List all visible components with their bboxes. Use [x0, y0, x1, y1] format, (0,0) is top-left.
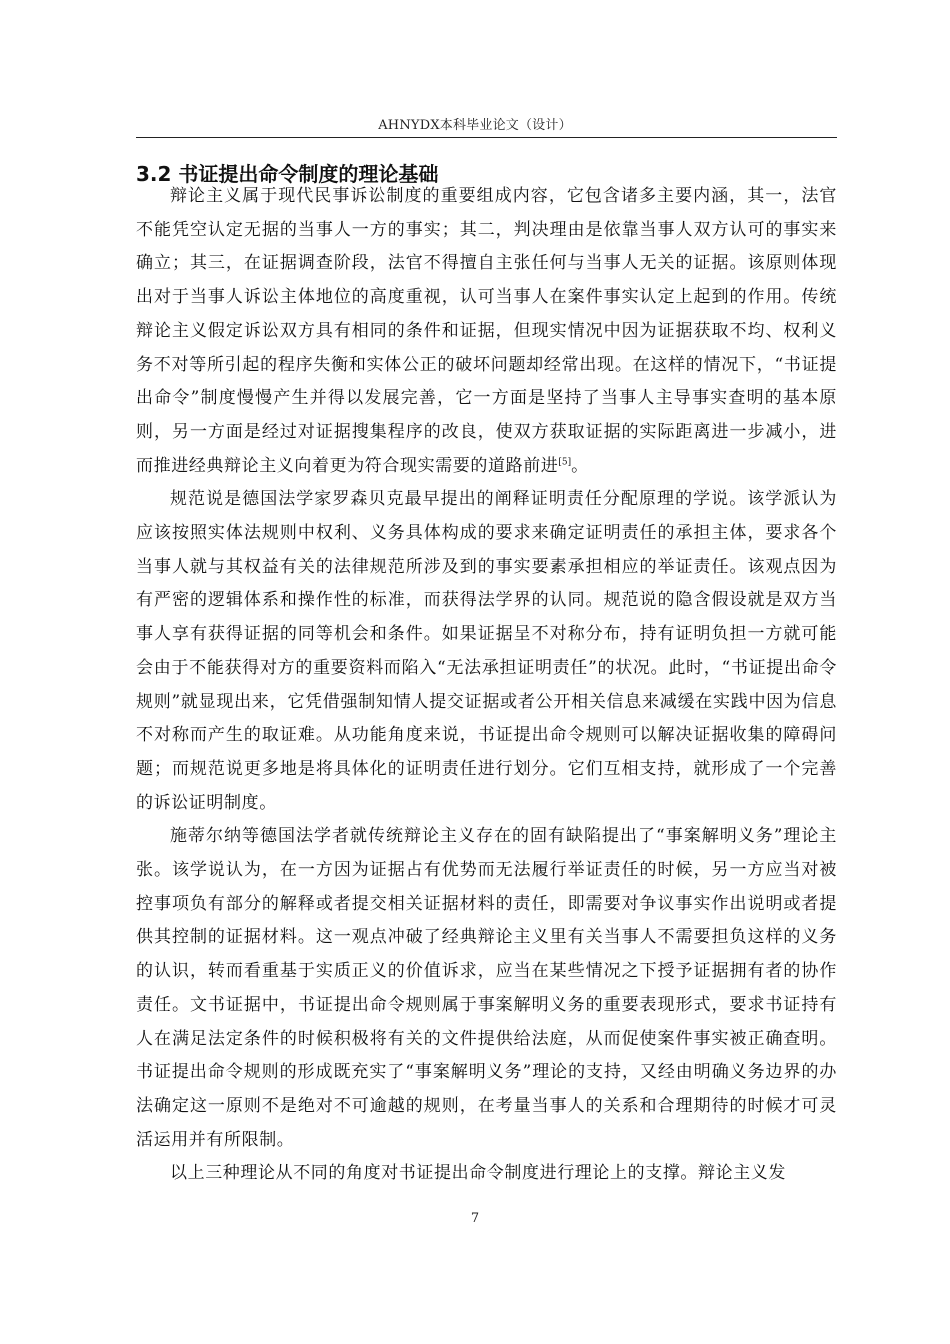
- section-title: 3.2 书证提出命令制度的理论基础: [136, 161, 439, 186]
- paragraph-summary: 以上三种理论从不同的角度对书证提出命令制度进行理论上的支撑。辩论主义发: [170, 1163, 786, 1184]
- page-header: AHNYDX本科毕业论文（设计）: [378, 118, 572, 133]
- header-divider: [136, 137, 837, 138]
- citation-marker: [5]: [558, 456, 572, 467]
- page-number: 7: [470, 1211, 480, 1226]
- paragraph-text: 辩论主义属于现代民事诉讼制度的重要组成内容，它包含诸多主要内涵，其一，法官不能凭空认定无据的当事人一方的事实；其二，判决理由是依靠当事人双方认可的事实来确立；其三，在证据调查阶段，法官不得擅自主张任何与当事人无关的证据。该原则体现出对于当事人诉讼主体地位的高度重视，认可当事人在案件事实认定上起到的作用。传统辩论主义假定诉讼双方具有相同的条件和证据，但现实情况中因为证据获取不均、权利义务不对等所引起的程序失衡和实体公正的破坏问题却经常出现。在这样的情况下，“书证提出命令”制度慢慢产生并得以发展完善，它一方面是坚持了当事人主导事实查明的基本原则，另一方面是经过对证据搜集程序的改良，使双方获取证据的实际距离进一步减小，进而推进经典辩论主义向着更为符合现实需要的道路前进: [136, 186, 837, 476]
- paragraph-clarification-duty: 施蒂尔纳等德国法学者就传统辩论主义存在的固有缺陷提出了“事案解明义务”理论主张。该学说认为，在一方因为证据占有优势而无法履行举证责任的时候，另一方应当对被控事项负有部分的解释或者提交相关证据材料的责任，即需要对争议事实作出说明或者提供其控制的证据材料。这一观点冲破了经典辩论主义里有关当事人不需要担负这样的义务的认识，转而看重基于实质正义的价值诉求，应当在某些情况之下授予证据拥有者的协作责任。文书证据中，书证提出命令规则属于事案解明义务的重要表现形式，要求书证持有人在满足法定条件的时候积极将有关的文件提供给法庭，从而促使案件事实被正确查明。书证提出命令规则的形成既充实了“事案解明义务”理论的支持，又经由明确义务边界的办法确定这一原则不是绝对不可逾越的规则，在考量当事人的关系和合理期待的时候才可灵活运用并有所限制。: [136, 826, 837, 1150]
- paragraph-tail: 。: [571, 455, 589, 476]
- paragraph-norm-theory: 规范说是德国法学家罗森贝克最早提出的阐释证明责任分配原理的学说。该学派认为应该按照实体法规则中权利、义务具体构成的要求来确定证明责任的承担主体，要求各个当事人就与其权益有关的法律规范所涉及到的事实要素承担相应的举证责任。该观点因为有严密的逻辑体系和操作性的标准，而获得法学界的认同。规范说的隐含假设就是双方当事人享有获得证据的同等机会和条件。如果证据呈不对称分布，持有证明负担一方就可能会由于不能获得对方的重要资料而陷入“无法承担证明责任”的状况。此时，“书证提出命令规则”就显现出来，它凭借强制知情人提交证据或者公开相关信息来减缓在实践中因为信息不对称而产生的取证难。从功能角度来说，书证提出命令规则可以解决证据收集的障碍问题；而规范说更多地是将具体化的证明责任进行划分。它们互相支持，就形成了一个完善的诉讼证明制度。: [136, 489, 837, 813]
- paragraph-dialectic-principle: [136, 180, 837, 483]
- body-text: [136, 180, 837, 1191]
